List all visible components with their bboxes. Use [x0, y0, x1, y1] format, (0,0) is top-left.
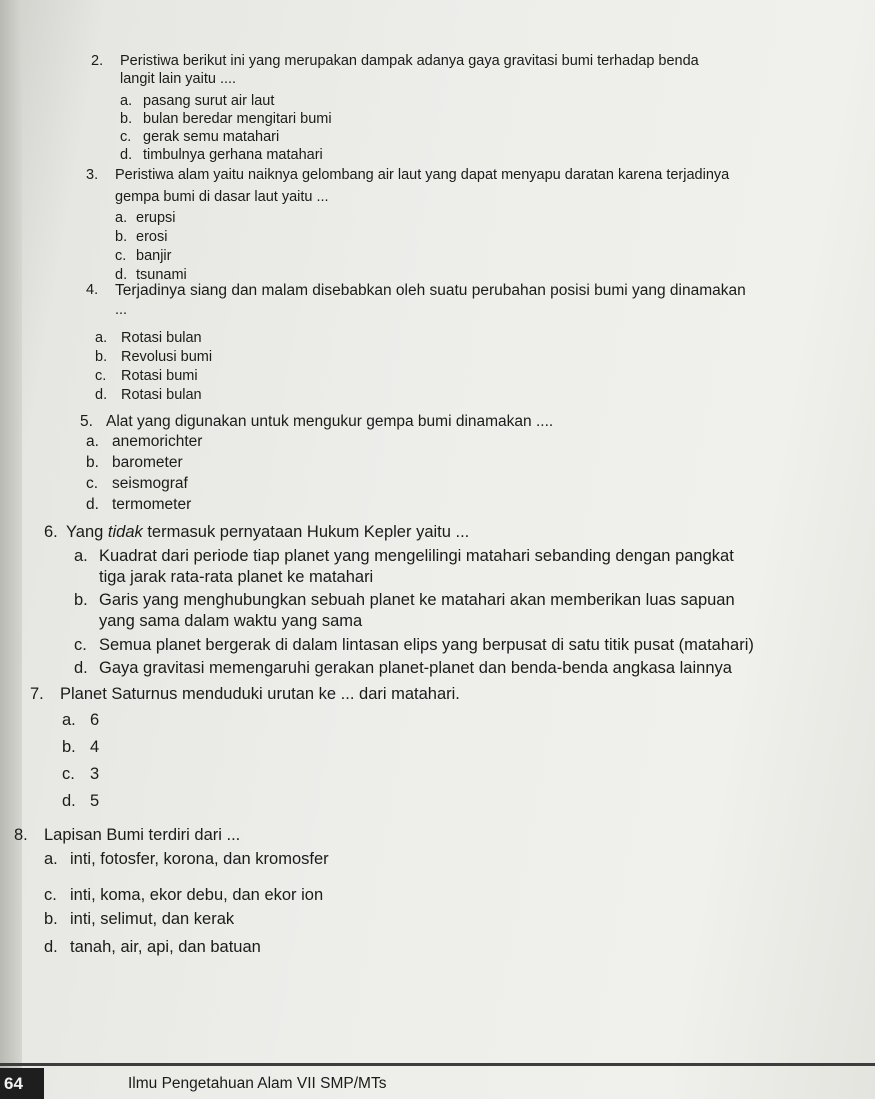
option-letter: b. — [120, 111, 133, 127]
option-text: Rotasi bulan — [121, 387, 202, 403]
option-letter: c. — [44, 886, 57, 904]
option-letter: c. — [86, 475, 99, 492]
option-letter: a. — [62, 711, 76, 729]
option-d — [44, 938, 261, 957]
stem-text: termasuk pernyataan Hukum Kepler yaitu ... — [142, 523, 470, 541]
option-a — [120, 93, 274, 110]
option-text: banjir — [136, 248, 172, 264]
question-stem-line: Lapisan Bumi terdiri dari ... — [44, 826, 241, 844]
option-b — [62, 738, 99, 757]
question-stem-line: gempa bumi di dasar laut yaitu ... — [115, 189, 329, 205]
option-text: erosi — [136, 229, 168, 245]
option-c — [62, 765, 99, 784]
option-b — [44, 910, 234, 929]
option-text: tanah, air, api, dan batuan — [70, 938, 261, 956]
stem-emphasis: tidak — [107, 523, 143, 541]
option-a — [44, 850, 329, 869]
option-text: 5 — [90, 792, 100, 810]
question-number: 8. — [14, 826, 28, 844]
option-letter: d. — [95, 387, 108, 403]
option-letter: c. — [115, 248, 127, 264]
option-letter: c. — [74, 636, 87, 654]
book-title: Ilmu Pengetahuan Alam VII SMP/MTs — [128, 1075, 387, 1092]
question-number: 5. — [80, 413, 93, 430]
option-text: timbulnya gerhana matahari — [143, 147, 323, 163]
option-letter: b. — [74, 591, 88, 609]
option-d — [95, 387, 202, 404]
option-a — [86, 433, 202, 451]
option-text: 3 — [90, 765, 100, 783]
option-d — [120, 147, 323, 164]
option-letter: c. — [62, 765, 75, 783]
option-text: bulan beredar mengitari bumi — [143, 111, 332, 127]
question-stem-line: Peristiwa alam yaitu naiknya gelombang air laut yang dapat menyapu daratan karena terjadinya — [115, 167, 730, 183]
option-letter: d. — [74, 659, 88, 677]
option-d — [86, 496, 191, 514]
option-letter: c. — [95, 368, 107, 384]
option-b — [95, 349, 212, 366]
option-letter: b. — [95, 349, 108, 365]
option-b — [86, 454, 183, 472]
question-stem-line: langit lain yaitu .... — [120, 71, 237, 87]
option-c — [115, 248, 171, 265]
option-b — [120, 111, 332, 128]
option-c — [120, 129, 279, 146]
option-letter: d. — [86, 496, 99, 513]
option-text-line: yang sama dalam waktu yang sama — [99, 612, 363, 630]
option-text-line: Semua planet bergerak di dalam lintasan elips yang berpusat di satu titik pusat (matahari) — [99, 636, 754, 654]
option-a — [62, 711, 99, 730]
option-letter: d. — [120, 147, 133, 163]
option-b — [115, 229, 167, 246]
option-letter: b. — [44, 910, 58, 928]
option-letter: a. — [86, 433, 99, 450]
option-letter: b. — [62, 738, 76, 756]
option-text: tsunami — [136, 267, 187, 283]
question-stem-line: ... — [115, 302, 128, 318]
option-text-line: Kuadrat dari periode tiap planet yang mengelilingi matahari sebanding dengan pangkat — [99, 547, 734, 565]
option-text: 4 — [90, 738, 100, 756]
question-number: 3. — [86, 167, 99, 183]
stem-text: Yang — [66, 523, 108, 541]
question-number: 4. — [86, 282, 99, 298]
option-text-line: Garis yang menghubungkan sebuah planet ke matahari akan memberikan luas sapuan — [99, 591, 735, 609]
option-text: seismograf — [112, 475, 188, 492]
question-number: 7. — [30, 685, 44, 703]
option-text-line: tiga jarak rata-rata planet ke matahari — [99, 568, 374, 586]
option-text: pasang surut air laut — [143, 93, 275, 109]
option-text: anemorichter — [112, 433, 203, 450]
option-letter: a. — [74, 547, 88, 565]
option-letter: d. — [115, 267, 128, 283]
option-text: inti, fotosfer, korona, dan kromosfer — [70, 850, 329, 868]
option-letter: a. — [115, 210, 128, 226]
question-stem-line: Planet Saturnus menduduki urutan ke ... dari matahari. — [60, 685, 460, 703]
option-a — [115, 210, 176, 227]
option-text: Revolusi bumi — [121, 349, 213, 365]
option-letter: b. — [86, 454, 99, 471]
question-stem-line: Alat yang digunakan untuk mengukur gempa bumi dinamakan .... — [106, 413, 554, 430]
option-text: Rotasi bulan — [121, 330, 202, 346]
option-text: Rotasi bumi — [121, 368, 198, 384]
option-d — [62, 792, 99, 811]
option-letter: b. — [115, 229, 128, 245]
option-letter: a. — [120, 93, 133, 109]
option-letter: c. — [120, 129, 132, 145]
footer-rule — [0, 1063, 875, 1066]
page-edge-shadow — [0, 0, 22, 1099]
question-stem — [66, 523, 469, 542]
option-letter: d. — [44, 938, 58, 956]
question-number: 2. — [91, 53, 104, 69]
option-letter: d. — [62, 792, 76, 810]
option-letter: a. — [44, 850, 58, 868]
option-c — [95, 368, 198, 385]
option-a — [95, 330, 202, 347]
question-stem-line: Terjadinya siang dan malam disebabkan oleh suatu perubahan posisi bumi yang dinamakan — [115, 282, 746, 299]
option-letter: a. — [95, 330, 108, 346]
option-text-line: Gaya gravitasi memengaruhi gerakan planet-planet dan benda-benda angkasa lainnya — [99, 659, 732, 677]
option-c — [86, 475, 188, 493]
option-text: inti, selimut, dan kerak — [70, 910, 235, 928]
option-text: barometer — [112, 454, 183, 471]
question-stem-line: Peristiwa berikut ini yang merupakan dampak adanya gaya gravitasi bumi terhadap benda — [120, 53, 699, 69]
option-text: termometer — [112, 496, 192, 513]
option-c — [44, 886, 323, 905]
question-number: 6. — [44, 523, 58, 541]
option-text: 6 — [90, 711, 100, 729]
page-number: 64 — [0, 1068, 44, 1099]
option-text: erupsi — [136, 210, 176, 226]
option-text: gerak semu matahari — [143, 129, 280, 145]
option-text: inti, koma, ekor debu, dan ekor ion — [70, 886, 324, 904]
